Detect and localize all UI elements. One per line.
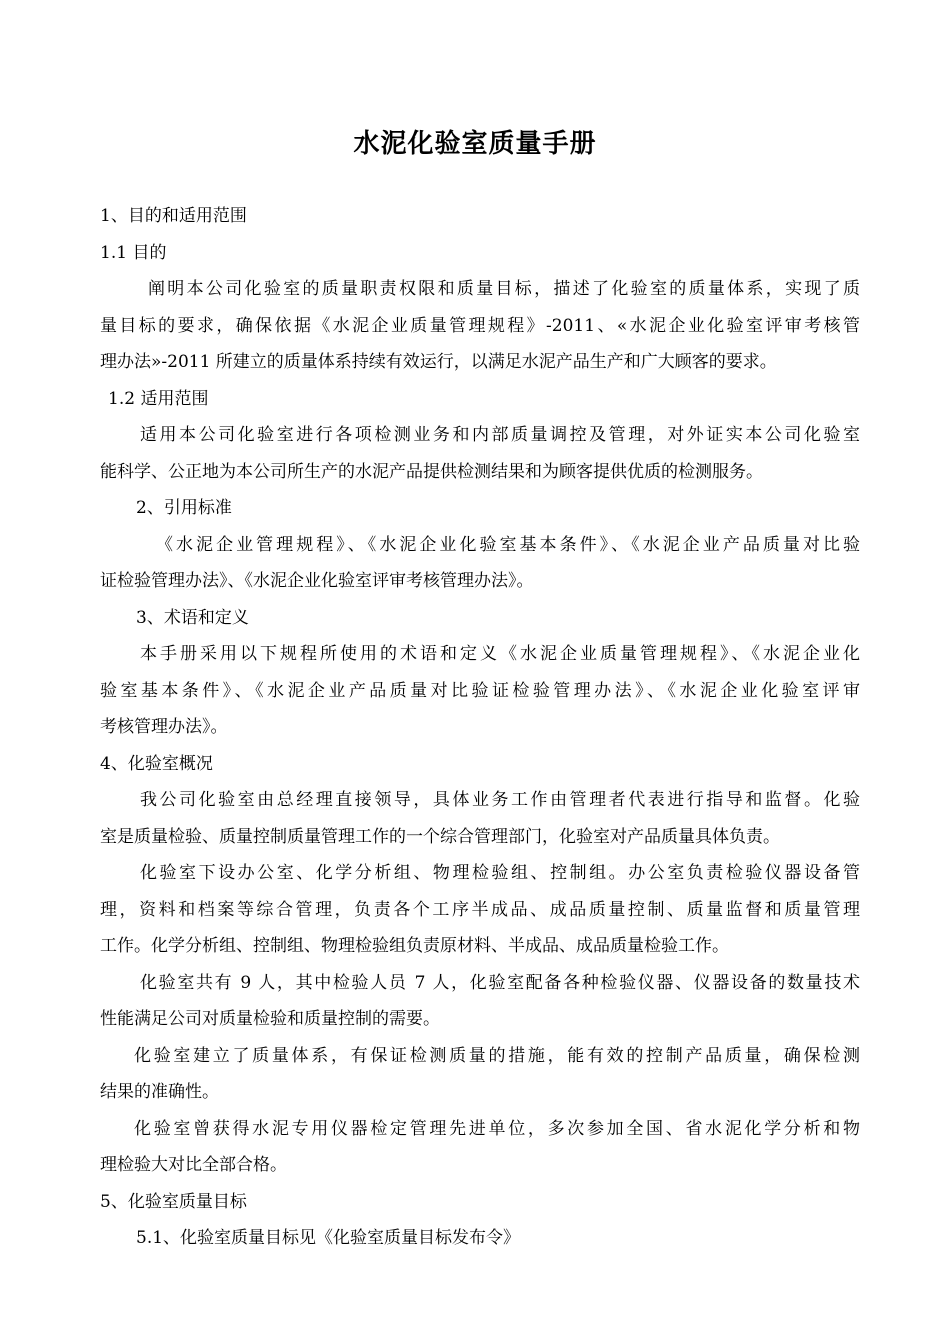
- paragraph-line: 验室基本条件》、《水泥企业产品质量对比验证检验管理办法》、《水泥企业化验室评审: [100, 680, 860, 701]
- paragraph-line: 化验室曾获得水泥专用仪器检定管理先进单位，多次参加全国、省水泥化学分析和物: [134, 1118, 860, 1139]
- paragraph-line: 理检验大对比全部合格。: [100, 1155, 287, 1175]
- paragraph-line: 性能满足公司对质量检验和质量控制的需要。: [100, 1009, 440, 1029]
- paragraph-line: 考核管理办法》。: [100, 717, 228, 737]
- paragraph-line: 证检验管理办法》、《水泥企业化验室评审考核管理办法》。: [100, 571, 534, 591]
- paragraph-line: 工作。化学分析组、控制组、物理检验组负责原材料、半成品、成品质量检验工作。: [100, 936, 729, 956]
- section-heading-1: 1、目的和适用范围: [100, 206, 247, 226]
- document-body: [100, 198, 860, 1257]
- paragraph-line: 化验室下设办公室、化学分析组、物理检验组、控制组。办公室负责检验仪器设备管: [140, 863, 860, 883]
- subsection-heading-5-1: 5.1、化验室质量目标见《化验室质量目标发布令》: [136, 1228, 521, 1248]
- paragraph-line: 室是质量检验、质量控制质量管理工作的一个综合管理部门，化验室对产品质量具体负责。: [100, 826, 780, 847]
- paragraph-line: 《水泥企业管理规程》、《水泥企业化验室基本条件》、《水泥企业产品质量对比验: [156, 534, 860, 555]
- paragraph-line: 化验室共有 9 人，其中检验人员 7 人，化验室配备各种检验仪器、仪器设备的数量技术: [140, 972, 860, 993]
- paragraph-line: 阐明本公司化验室的质量职责权限和质量目标，描述了化验室的质量体系，实现了质: [148, 279, 860, 299]
- paragraph-line: 适用本公司化验室进行各项检测业务和内部质量调控及管理，对外证实本公司化验室: [140, 425, 860, 445]
- paragraph-line: 化验室建立了质量体系，有保证检测质量的措施，能有效的控制产品质量，确保检测: [134, 1045, 860, 1066]
- subsection-heading-1-1: 1.1 目的: [100, 242, 167, 263]
- paragraph-line: 量目标的要求，确保依据《水泥企业质量管理规程》-2011、«水泥企业化验室评审考核管: [100, 315, 860, 336]
- paragraph-line: 结果的准确性。: [100, 1082, 219, 1102]
- paragraph-line: 我公司化验室由总经理直接领导，具体业务工作由管理者代表进行指导和监督。化验: [140, 790, 860, 810]
- section-heading-4: 4、化验室概况: [100, 753, 213, 774]
- section-heading-2: 2、引用标准: [136, 498, 232, 518]
- document-title: 水泥化验室质量手册: [353, 129, 597, 159]
- paragraph-line: 理办法»-2011 所建立的质量体系持续有效运行，以满足水泥产品生产和广大顾客的要求。: [100, 352, 777, 372]
- paragraph-line: 理，资料和档案等综合管理，负责各个工序半成品、成品质量控制、质量监督和质量管理: [100, 899, 860, 920]
- section-heading-3: 3、术语和定义: [136, 607, 249, 628]
- paragraph-line: 能科学、公正地为本公司所生产的水泥产品提供检测结果和为顾客提供优质的检测服务。: [100, 461, 763, 482]
- section-heading-5: 5、化验室质量目标: [100, 1191, 247, 1212]
- subsection-heading-1-2: 1.2 适用范围: [108, 388, 209, 409]
- paragraph-line: 本手册采用以下规程所使用的术语和定义《水泥企业质量管理规程》、《水泥企业化: [140, 644, 860, 664]
